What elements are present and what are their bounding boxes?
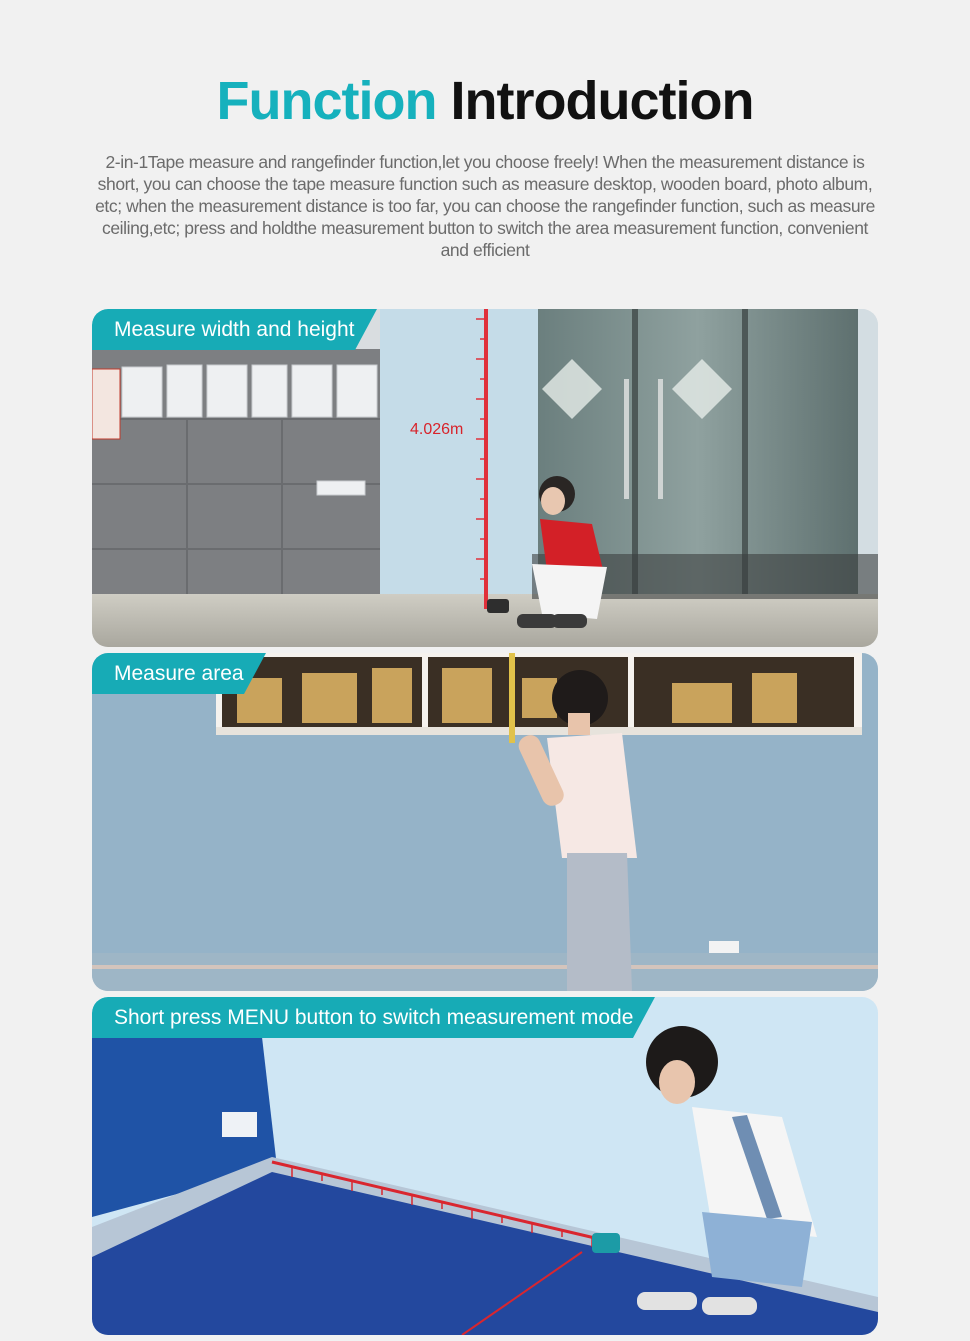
page-title <box>0 70 970 132</box>
title-main: Introduction <box>450 71 754 131</box>
title-accent: Function <box>216 71 437 131</box>
panel-measure-area <box>92 653 878 991</box>
panel-label: Measure area <box>92 653 244 694</box>
photo-office-door <box>92 309 878 647</box>
photo-blue-room <box>92 997 878 1335</box>
panel-menu-switch <box>92 997 878 1335</box>
panel-label: Short press MENU button to switch measurement mode <box>92 997 633 1038</box>
panel-measure-width-height <box>92 309 878 647</box>
description: 2-in-1Tape measure and rangefinder function,let you choose freely! When the measurement distance is short, you can choose the tape measure function such as measure desktop, wooden board, photo album, etc; when the measurement distance is too far, you can choose the rangefinder function, such as measure ceiling,etc; press and holdthe measurement button to switch the area measurement function, convenient and efficient <box>95 152 875 260</box>
measurement-readout: 4.026m <box>410 421 464 438</box>
panel-label: Measure width and height <box>92 309 355 350</box>
photo-wall-shelf <box>92 653 878 991</box>
